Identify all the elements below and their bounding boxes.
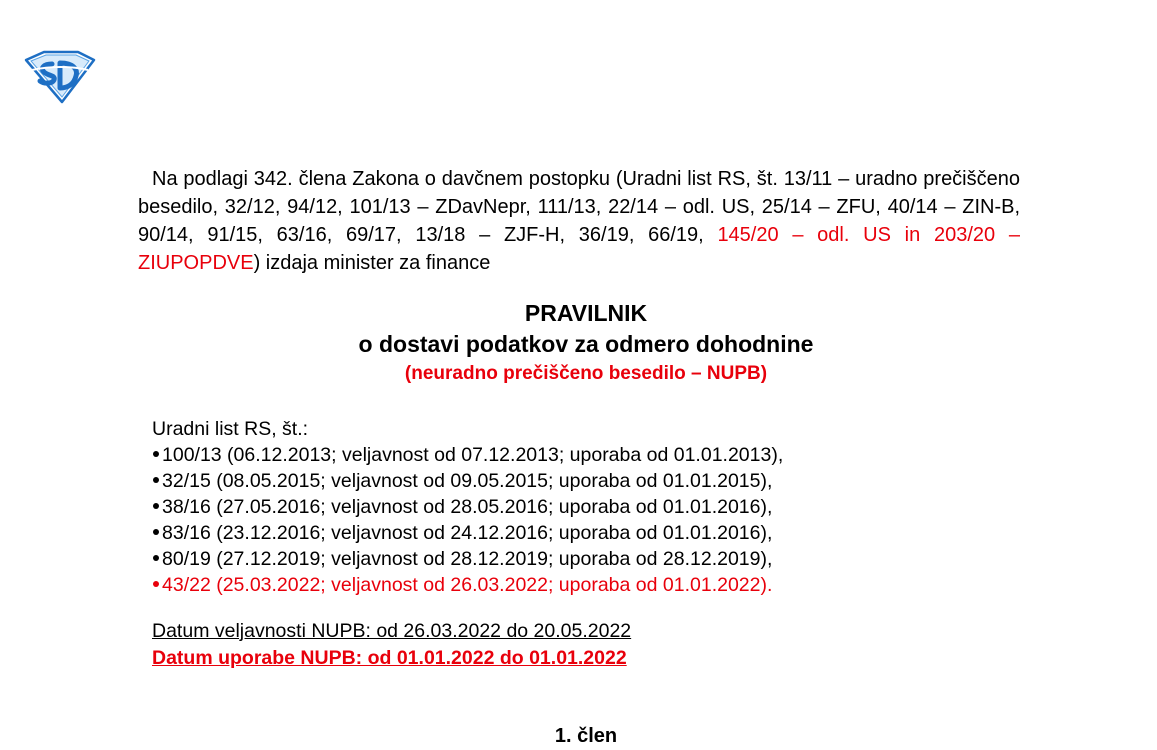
gazette-item — [152, 494, 1012, 520]
official-gazette-list — [152, 416, 1012, 598]
bullet-icon — [153, 529, 159, 535]
gazette-item-text: 38/16 (27.05.2016; veljavnost od 28.05.2016; uporaba od 01.01.2016), — [162, 496, 773, 518]
preamble-text-end: ) izdaja minister za finance — [253, 252, 491, 274]
gazette-item-latest — [152, 572, 1012, 598]
document-version-note: (neuradno prečiščeno besedilo – NUPB) — [404, 363, 768, 384]
gazette-item — [152, 520, 1012, 546]
gazette-item — [152, 468, 1012, 494]
preamble-amendment-highlight: 145/20 – odl. US in 203/20 – ZIUPOPDVE — [138, 224, 1020, 274]
document-subtitle: o dostavi podatkov za odmero dohodnine — [358, 331, 814, 357]
document-title-block — [138, 298, 1034, 387]
usage-date: Datum uporabe NUPB: od 01.01.2022 do 01.01.2022 — [152, 647, 627, 669]
gazette-item-text: 43/22 (25.03.2022; veljavnost od 26.03.2022; uporaba od 01.01.2022). — [162, 574, 773, 596]
gazette-item-text: 83/16 (23.12.2016; veljavnost od 24.12.2016; uporaba od 01.01.2016), — [162, 522, 773, 544]
gazette-item-text: 32/15 (08.05.2015; veljavnost od 09.05.2015; uporaba od 01.01.2015), — [162, 470, 773, 492]
bullet-icon — [153, 503, 159, 509]
document-title: PRAVILNIK — [524, 300, 648, 326]
gazette-items — [152, 442, 1012, 598]
gazette-heading: Uradni list RS, št.: — [152, 418, 309, 440]
bullet-icon — [153, 555, 159, 561]
article-heading: 1. člen — [554, 725, 618, 747]
sd-shield-logo-icon — [22, 48, 96, 104]
bullet-icon — [153, 451, 159, 457]
nupb-dates — [152, 618, 631, 672]
validity-date: Datum veljavnosti NUPB: od 26.03.2022 do 20.05.2022 — [152, 620, 632, 642]
preamble-paragraph — [138, 165, 1020, 277]
gazette-item — [152, 546, 1012, 572]
preamble-text: Na podlagi 342. člena Zakona o davčnem postopku (Uradni list RS, št. 13/11 – uradno prečiščeno besedilo, 32/12, 94/12, 101/13 – ZDavNepr, 111/13, 22/14 – odl. US, 25/14 – ZFU, 40/14 – ZIN-B, 90/14, 91/15, 63/16, 69/17, 13/18 – ZJF-H, 36/19, 66/19, — [138, 168, 1020, 246]
gazette-item-text: 80/19 (27.12.2019; veljavnost od 28.12.2019; uporaba od 28.12.2019), — [162, 548, 773, 570]
bullet-icon — [153, 581, 159, 587]
gazette-item — [152, 442, 1012, 468]
bullet-icon — [153, 477, 159, 483]
gazette-item-text: 100/13 (06.12.2013; veljavnost od 07.12.2013; uporaba od 01.01.2013), — [162, 444, 784, 466]
